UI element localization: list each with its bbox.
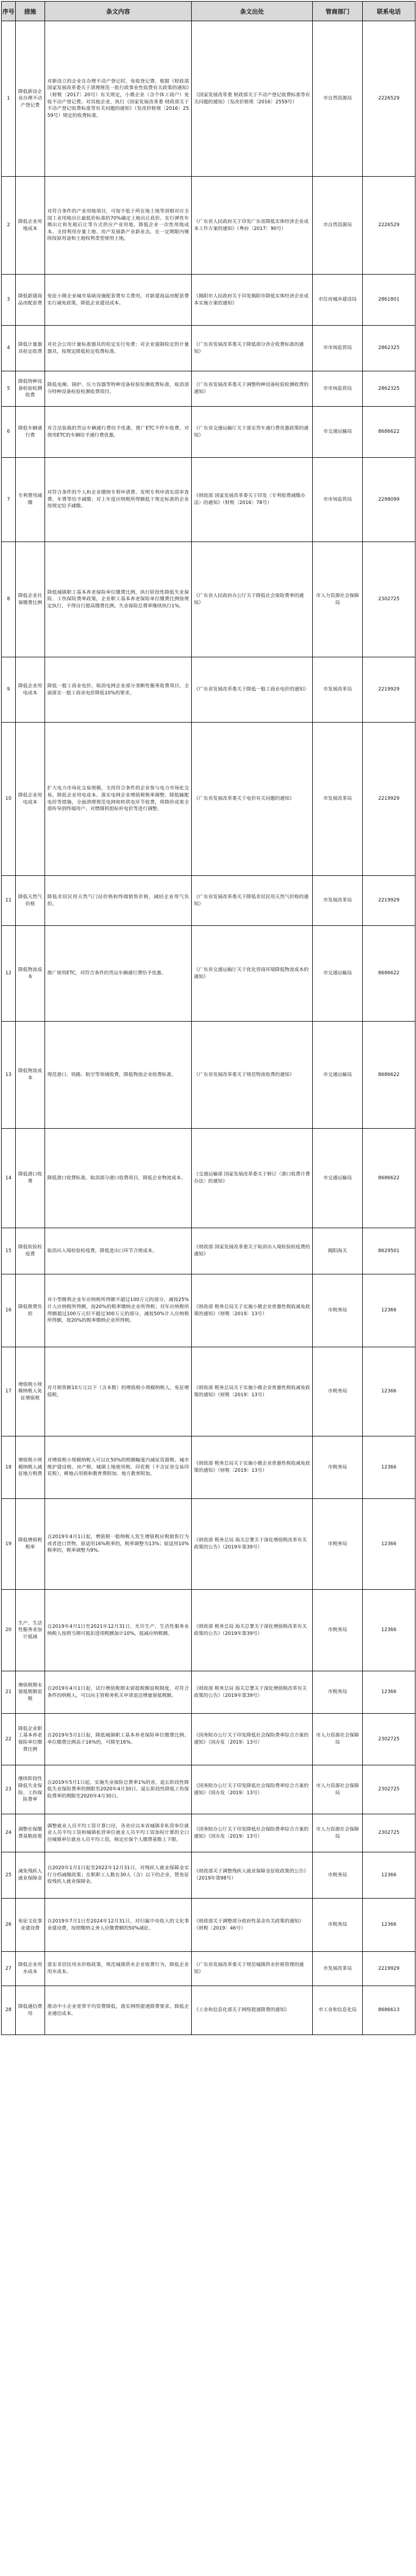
department: 市税务局: [313, 1274, 363, 1347]
department: 市交通运输局: [313, 1022, 363, 1129]
clause-content: 对小型微利企业年应纳税所得额不超过100万元的部分，减按25%计入应纳税所得额，按20%的税率缴纳企业所得税；对年应纳税所得额超过100万元但不超过300万元的部分，减按50%计入应纳税所得额，按20%的税率缴纳企业所得税。: [45, 1274, 192, 1347]
contact-phone: 2862325: [363, 371, 415, 407]
row-number: 17: [2, 1347, 16, 1436]
row-number: 12: [2, 926, 16, 1022]
table-row: [2, 723, 415, 876]
row-number: 8: [2, 542, 16, 657]
clause-source: 《财政部 税务总局关于实施小微企业普惠性税收减免政策的通知》（财税〔2019〕13号）: [192, 1274, 313, 1347]
clause-content: 降低非居民用天然气门站价格和终端销售价格，减轻企业用气负担。: [45, 876, 192, 926]
measure-name: 降低企业用地成本: [16, 177, 45, 275]
contact-phone: 12366: [363, 1899, 415, 1952]
measure-name: 降低检验检疫费: [16, 1228, 45, 1274]
clause-source: 《财政部 国家发展改革委关于取消出入境检验检疫费的通知》: [192, 1228, 313, 1274]
measure-name: 降低新设企业办理不动产登记费: [16, 21, 45, 177]
table-row: [2, 326, 415, 371]
measure-name: 降低物流成本: [16, 1022, 45, 1129]
department: 市发展改革局: [313, 723, 363, 876]
clause-content: 对符合条件的产业用地项目，可按不低于所在地土地等别相对应全国工业用地出让最低价标准的70%确定土地出让底价。实行弹性年期出让和先租后让等方式供应产业用地，降低企业一次性用地成本。支持利用存量土地、房产发展新产业新业态，在一定期限内继续按原用途和土地权利类型使用土地。: [45, 177, 192, 275]
contact-phone: 2219929: [363, 657, 415, 723]
measure-name: 降低物流成本: [16, 926, 45, 1022]
contact-phone: 2226529: [363, 177, 415, 275]
measure-name: 降低天然气价格: [16, 876, 45, 926]
clause-content: 对社会公用计量标准器具的检定实行免费；对企业强制检定的计量器具，按规定降低检定收费标准。: [45, 326, 192, 371]
clause-source: 《财政部 税务总局 海关总署关于深化增值税改革有关政策的公告》（2019年第39号）: [192, 1590, 313, 1671]
table-row: [2, 1852, 415, 1899]
department: 市人力资源社会保障局: [313, 1765, 363, 1814]
department: 市发展改革局: [313, 1952, 363, 1986]
measure-name: 免征文化事业建设费: [16, 1899, 45, 1952]
table-row: [2, 1899, 415, 1952]
contact-phone: 12366: [363, 1671, 415, 1714]
table-row: [2, 1129, 415, 1228]
clause-content: 落实非居民用水价格政策，规范城镇供水企业收费行为，降低企业用水成本。: [45, 1952, 192, 1986]
row-number: 10: [2, 723, 16, 876]
contact-phone: 2219929: [363, 723, 415, 876]
measure-name: 降低企业用水成本: [16, 1952, 45, 1986]
department: 市人力资源社会保障局: [313, 1714, 363, 1765]
contact-phone: 2226529: [363, 21, 415, 177]
row-number: 21: [2, 1671, 16, 1714]
contact-phone: 8686622: [363, 407, 415, 458]
table-row: [2, 21, 415, 177]
clause-content: 对新设立的企业在办理不动产登记时，免收登记费。根据《财政部 国家发展改革委关于清理规范一批行政事业性收费有关政策的通知》（财税〔2017〕20号）有关规定，小微企业（含个体工商户）免收不动产登记费。对其他企业，执行《国家发展改革委 财政部关于不动产登记收费标准等有关问题的通知》（发改价格规〔2016〕2559号）规定的收费标准。: [45, 21, 192, 177]
clause-content: 对增值税小规模纳税人可以在50%的税额幅度内减征资源税、城市维护建设税、房产税、城镇土地使用税、印花税（不含证券交易印花税）、耕地占用税和教育费附加、地方教育附加。: [45, 1436, 192, 1499]
department: 市自然资源局: [313, 177, 363, 275]
clause-source: 《广东省发展改革委关于降低一般工商业电价的通知》: [192, 657, 313, 723]
measure-name: 降低企业用电成本: [16, 657, 45, 723]
clause-content: 降低电梯、锅炉、压力容器等特种设备检验检测收费标准，取消部分特种设备检验检测收费项目。: [45, 371, 192, 407]
row-number: 11: [2, 876, 16, 926]
clause-source: 《广东省发展改革委关于规范物流收费的通知》: [192, 1022, 313, 1129]
measure-name: 降低企业社保缴费比例: [16, 542, 45, 657]
row-number: 15: [2, 1228, 16, 1274]
department: 市市场监管局: [313, 326, 363, 371]
clause-source: 《国家发展改革委 财政部关于不动产登记收费标准等有关问题的通知》（发改价格规〔2016〕2559号）: [192, 21, 313, 177]
contact-phone: 12366: [363, 1852, 415, 1899]
table-row: [2, 458, 415, 542]
table-row: [2, 1714, 415, 1765]
department: 市税务局: [313, 1852, 363, 1899]
clause-content: 自2020年1月1日起至2022年12月31日，对残疾人就业保障金实行分档减缴政策；在职职工人数在30人（含）以下的企业，暂免征收残疾人就业保障金。: [45, 1852, 192, 1899]
clause-content: 对合法装载的货运车辆通行费给予优惠，推广ETC不停车收费，对使用ETC的车辆给予通行费优惠。: [45, 407, 192, 458]
row-number: 22: [2, 1714, 16, 1765]
row-number: 20: [2, 1590, 16, 1671]
measure-name: 降低税费负担: [16, 1274, 45, 1347]
department: 市自然资源局: [313, 21, 363, 177]
row-number: 6: [2, 407, 16, 458]
contact-phone: 2298099: [363, 458, 415, 542]
contact-phone: 8686613: [363, 1986, 415, 2035]
department: 市交通运输局: [313, 407, 363, 458]
clause-content: 免征小微企业城市基础设施配套费有关费用，对新建商品房配套费实行减免政策，降低企业建设成本。: [45, 275, 192, 326]
department: 市人力资源社会保障局: [313, 542, 363, 657]
contact-phone: 2219929: [363, 1952, 415, 1986]
row-number: 5: [2, 371, 16, 407]
department: 市市场监管局: [313, 371, 363, 407]
clause-source: 《广东省发展改革委关于降低部分涉企收费标准的通知》: [192, 326, 313, 371]
header-row: [2, 2, 415, 21]
clause-source: 《广东省交通运输厅关于优化营商环境降低物流成本的通知》: [192, 926, 313, 1022]
table-row: [2, 1347, 415, 1436]
clause-content: 降低城镇职工基本养老保险单位缴费比例，执行阶段性降低失业保险、工伤保险费率政策，企业职工基本养老保险单位缴费比例按规定执行，不得自行提高缴费比例。失业保险总费率继续执行1%。: [45, 542, 192, 657]
clause-source: 《揭阳市人民政府关于印发揭阳市降低实体经济企业成本实施方案的通知》: [192, 275, 313, 326]
clause-source: 《广东省发展改革委关于降低非居民用天然气价格的通知》: [192, 876, 313, 926]
department: 市交通运输局: [313, 1129, 363, 1228]
department: 市人力资源社会保障局: [313, 1814, 363, 1852]
table-row: [2, 1436, 415, 1499]
contact-phone: 2302725: [363, 1814, 415, 1852]
table-row: [2, 1952, 415, 1986]
measure-name: 增值税小规模纳税人免征增值税: [16, 1347, 45, 1436]
header-content: 条文内容: [45, 2, 192, 21]
measure-name: 降低车辆通行费: [16, 407, 45, 458]
header-phone: 联系电话: [363, 2, 415, 21]
contact-phone: 2861801: [363, 275, 415, 326]
clause-content: 降低一般工商业电价，取消电网企业部分垄断性服务收费项目，全面落实一般工商业电价降低10%的要求。: [45, 657, 192, 723]
row-number: 14: [2, 1129, 16, 1228]
clause-content: 自2019年7月1日至2024年12月31日，对归属中央收入的文化事业建设费，按照缴纳义务人应缴费额的50%减征。: [45, 1899, 192, 1952]
contact-phone: 2302725: [363, 1714, 415, 1765]
clause-content: 对月销售额10万元以下（含本数）的增值税小规模纳税人，免征增值税。: [45, 1347, 192, 1436]
measure-name: 降低特种设备检验检测收费: [16, 371, 45, 407]
clause-source: 《交通运输部 国家发展改革委关于修订〈港口收费计费办法〉的通知》: [192, 1129, 313, 1228]
clause-source: 《工业和信息化部关于网络提速降费的通知》: [192, 1986, 313, 2035]
header-source: 条文出处: [192, 2, 313, 21]
clause-source: 《财政部 税务总局 海关总署关于深化增值税改革有关政策的公告》（2019年第39号）: [192, 1671, 313, 1714]
table-row: [2, 1499, 415, 1590]
measure-name: 降低港口收费: [16, 1129, 45, 1228]
contact-phone: 8629501: [363, 1228, 415, 1274]
clause-content: 自2019年4月1日至2021年12月31日，允许生产、生活性服务业纳税人按照当期可抵扣进项税额加计10%，抵减应纳税额。: [45, 1590, 192, 1671]
department: 市税务局: [313, 1590, 363, 1671]
clause-content: 降低港口收费标准，取消部分港口收费项目，降低企业物流成本。: [45, 1129, 192, 1228]
row-number: 1: [2, 21, 16, 177]
header-dept: 管商部门: [313, 2, 363, 21]
table-row: [2, 1274, 415, 1347]
contact-phone: 2219929: [363, 876, 415, 926]
department: 市税务局: [313, 1671, 363, 1714]
clause-content: 调整就业人员平均工资计算口径，各省应以本省城镇非私营单位就业人员平均工资和城镇私营单位就业人员平均工资加权计算的全口径城镇单位就业人员平均工资，核定社保个人缴费基数上下限。: [45, 1814, 192, 1852]
contact-phone: 2862325: [363, 326, 415, 371]
contact-phone: 2302725: [363, 542, 415, 657]
clause-content: 自2019年5月1日起，降低城镇职工基本养老保险单位缴费比例。单位缴费比例高于16%的，可降至16%。: [45, 1714, 192, 1765]
table-row: [2, 542, 415, 657]
row-number: 7: [2, 458, 16, 542]
row-number: 16: [2, 1274, 16, 1347]
department: 市住房城乡建设局: [313, 275, 363, 326]
department: 市税务局: [313, 1499, 363, 1590]
table-row: [2, 407, 415, 458]
department: 市工业和信息化局: [313, 1986, 363, 2035]
measure-name: 专利费用减缴: [16, 458, 45, 542]
clause-source: 《广东省发展改革委关于调整特种设备检验检测收费的通知》: [192, 371, 313, 407]
clause-source: 《财政部关于调整部分政府性基金有关政策的通知》（财税〔2019〕46号）: [192, 1899, 313, 1952]
department: 市交通运输局: [313, 926, 363, 1022]
clause-content: 自2019年4月1日起，试行增值税期末留抵税额退税制度，对符合条件的纳税人，可以向主管税务机关申请退还增量留抵税额。: [45, 1671, 192, 1714]
clause-source: 《广东省发展改革委关于电价有关问题的通知》: [192, 723, 313, 876]
measure-name: 增值税小规模纳税人减征地方税费: [16, 1436, 45, 1499]
clause-content: 推动中小企业宽带平均资费降低，落实网络提速降费要求，降低企业通信成本。: [45, 1986, 192, 2035]
measure-name: 降低增值税税率: [16, 1499, 45, 1590]
table-row: [2, 1022, 415, 1129]
clause-source: 《财政部 税务总局 海关总署关于深化增值税改革有关政策的公告》（2019年第39号）: [192, 1499, 313, 1590]
department: 揭阳海关: [313, 1228, 363, 1274]
clause-source: 《财政部 税务总局关于实施小微企业普惠性税收减免政策的通知》（财税〔2019〕13号）: [192, 1347, 313, 1436]
header-no: 序号: [2, 2, 16, 21]
measure-name: 降低新建商品房配套费: [16, 275, 45, 326]
clause-content: 对符合条件的个人和企业缴纳专利申请费、发明专利申请实质审查费、年费等给予减缴；对上年度应纳税所得额低于规定标准的企业按规定给予减缴。: [45, 458, 192, 542]
department: 市市场监管局: [313, 458, 363, 542]
clause-content: 自2019年4月1日起，增值税一般纳税人发生增值税应税销售行为或者进口货物，原适用16%税率的，税率调整为13%；原适用10%税率的，税率调整为9%。: [45, 1499, 192, 1590]
department: 市发展改革局: [313, 876, 363, 926]
measure-name: 减免残疾人就业保障金: [16, 1852, 45, 1899]
clause-source: 《财政部 税务总局关于实施小微企业普惠性税收减免政策的通知》（财税〔2019〕13号）: [192, 1436, 313, 1499]
clause-content: 扩大电力市场化交易规模，支持符合条件的企业参与电力市场化交易，降低企业用电成本。落实电网企业增值税税率调整、降低输配电价等措施，全面清理规范电网和转供电环节收费，将降价成果全部传导到终端用户。对燃煤机组标杆电价等进行调整。: [45, 723, 192, 876]
table-row: [2, 1986, 415, 2035]
table-body: [2, 21, 415, 2035]
clause-source: 《广东省人民政府办公厅关于降低社会保险费率的通知》: [192, 542, 313, 657]
measure-name: 降低企业用电成本: [16, 723, 45, 876]
row-number: 19: [2, 1499, 16, 1590]
clause-content: 取消出入境检验检疫费，降低进出口环节合规成本。: [45, 1228, 192, 1274]
table-row: [2, 1814, 415, 1852]
contact-phone: 12366: [363, 1499, 415, 1590]
clause-content: 自2019年5月1日起，实施失业保险总费率1%的省，延长阶段性降低失业保险费率的期限至2020年4月30日。延长阶段性降低工伤保险费率的期限至2020年4月30日。: [45, 1765, 192, 1814]
table-row: [2, 1228, 415, 1274]
row-number: 23: [2, 1765, 16, 1814]
row-number: 28: [2, 1986, 16, 2035]
contact-phone: 12366: [363, 1274, 415, 1347]
department: 市税务局: [313, 1899, 363, 1952]
table-row: [2, 926, 415, 1022]
clause-source: 《财政部 国家发展改革委关于印发〈专利收费减缴办法〉的通知》（财税〔2016〕78号）: [192, 458, 313, 542]
row-number: 18: [2, 1436, 16, 1499]
clause-source: 《财政部关于调整残疾人就业保障金征收政策的公告》（2019年第98号）: [192, 1852, 313, 1899]
measure-name: 降低计量器具检定收费: [16, 326, 45, 371]
contact-phone: 8686622: [363, 1129, 415, 1228]
contact-phone: 8686622: [363, 926, 415, 1022]
measure-name: 生产、生活性服务业加计抵减: [16, 1590, 45, 1671]
contact-phone: 8686622: [363, 1022, 415, 1129]
header-measure: 措施: [16, 2, 45, 21]
table-row: [2, 1590, 415, 1671]
measure-name: 继续阶段性降低失业保险、工伤保险费率: [16, 1765, 45, 1814]
row-number: 2: [2, 177, 16, 275]
table-row: [2, 1765, 415, 1814]
table-row: [2, 1671, 415, 1714]
contact-phone: 12366: [363, 1347, 415, 1436]
row-number: 9: [2, 657, 16, 723]
contact-phone: 12366: [363, 1436, 415, 1499]
clause-source: 《国务院办公厅关于印发降低社会保险费率综合方案的通知》（国办发〔2019〕13号）: [192, 1714, 313, 1765]
measure-name: 增值税期末留抵税额退税: [16, 1671, 45, 1714]
clause-source: 《国务院办公厅关于印发降低社会保险费率综合方案的通知》（国办发〔2019〕13号）: [192, 1814, 313, 1852]
department: 市税务局: [313, 1436, 363, 1499]
row-number: 26: [2, 1899, 16, 1952]
row-number: 13: [2, 1022, 16, 1129]
table-row: [2, 275, 415, 326]
table-row: [2, 177, 415, 275]
row-number: 24: [2, 1814, 16, 1852]
clause-source: 《广东省交通运输厅关于落实货车通行费优惠政策的通知》: [192, 407, 313, 458]
row-number: 27: [2, 1952, 16, 1986]
clause-source: 《广东省人民政府关于印发广东省降低实体经济企业成本工作方案的通知》（粤府〔2017〕90号）: [192, 177, 313, 275]
measure-name: 降低企业职工基本养老保险单位缴费比例: [16, 1714, 45, 1765]
table-row: [2, 876, 415, 926]
clause-source: 《广东省发展改革委关于规范城镇供水价格管理的通知》: [192, 1952, 313, 1986]
policy-table: [1, 1, 415, 2035]
row-number: 3: [2, 275, 16, 326]
clause-content: 规范港口、铁路、航空等领域收费，降低物流企业收费标准。: [45, 1022, 192, 1129]
department: 市发展改革局: [313, 657, 363, 723]
measure-name: 调整社保缴费基数政策: [16, 1814, 45, 1852]
clause-content: 推广使用ETC，对符合条件的货运车辆通行费给予优惠。: [45, 926, 192, 1022]
row-number: 25: [2, 1852, 16, 1899]
measure-name: 降低通信费用: [16, 1986, 45, 2035]
clause-source: 《国务院办公厅关于印发降低社会保险费率综合方案的通知》（国办发〔2019〕13号）: [192, 1765, 313, 1814]
department: 市税务局: [313, 1347, 363, 1436]
contact-phone: 12366: [363, 1590, 415, 1671]
table-row: [2, 657, 415, 723]
row-number: 4: [2, 326, 16, 371]
contact-phone: 2302725: [363, 1765, 415, 1814]
table-row: [2, 371, 415, 407]
